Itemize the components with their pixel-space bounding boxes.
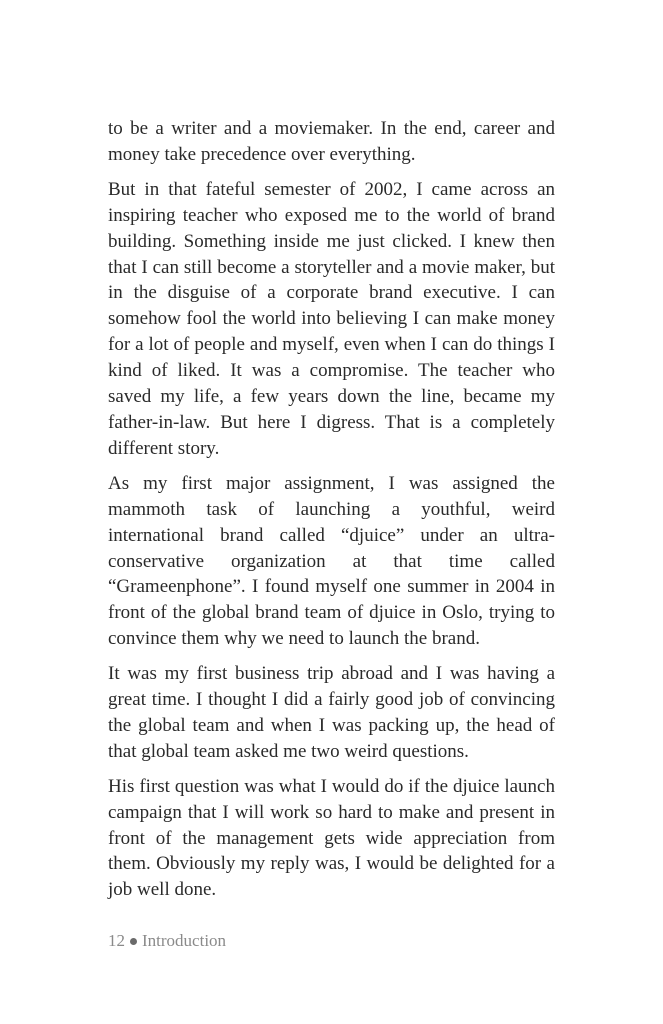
section-title: Introduction: [142, 931, 227, 950]
page-footer: [108, 930, 226, 952]
paragraph-1: to be a writer and a moviemaker. In the end, career and money take precedence over everything.: [108, 118, 555, 165]
page-number: 12: [108, 931, 125, 950]
body-text: [108, 116, 555, 912]
paragraph-2: But in that fateful semester of 2002, I came across an inspiring teacher who exposed me to the world of brand building. Something inside me just clicked. I knew then that I can still become a storyteller and a movie maker, but in the disguise of a corporate brand executive. I can somehow fool the world into believing I can make money for a lot of people and myself, even when I can do things I kind of liked. It was a compromise. The teacher who saved my life, a few years down the line, became my father-in-law. But here I digress. That is a completely different story.: [108, 178, 555, 459]
paragraph-4: It was my first business trip abroad and I was having a great time. I thought I did a fairly good job of convincing the global team and when I was packing up, the head of that global team asked me two weird questions.: [108, 663, 555, 762]
paragraph-3: As my first major assignment, I was assigned the mammoth task of launching a youthful, weird international brand called “djuice” under an ultra-conservative organization at that time called “Grameenphone”. I found myself one summer in 2004 in front of the global brand team of djuice in Oslo, trying to convince them why we need to launch the brand.: [108, 472, 555, 650]
paragraph-5: His first question was what I would do if the djuice launch campaign that I will work so hard to make and present in front of the management gets wide appreciation from them. Obviously my reply was, I would be delighted for a job well done.: [108, 775, 555, 901]
bullet-icon: [130, 938, 137, 945]
